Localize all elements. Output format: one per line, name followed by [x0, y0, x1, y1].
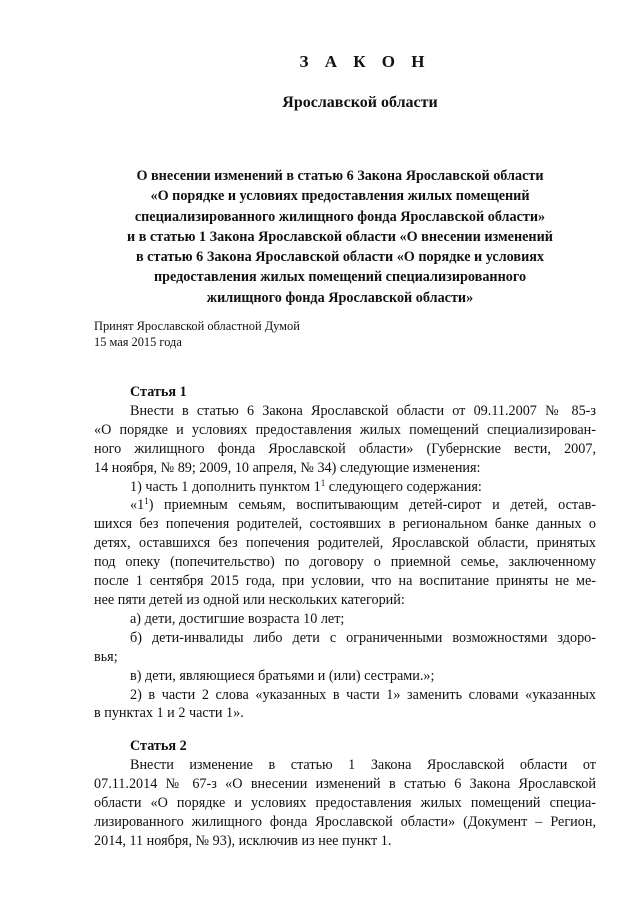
- law-heading-line: в статью 6 Закона Ярославской области «О порядке и условиях: [135, 249, 545, 266]
- quote-line: нее пяти детей из одной или нескольких категорий:: [94, 591, 405, 608]
- law-heading-line: жилищного фонда Ярославской области»: [206, 289, 474, 306]
- article-spacer: [94, 723, 596, 737]
- article-1-line: ного жилищного фонда Ярославской области» (Губернские вести, 2007,: [94, 440, 596, 457]
- region-name: Ярославской области: [282, 94, 438, 111]
- article-1-item-2: 2) в части 2 слова «указанных в части 1» заменить словами «указанных: [130, 686, 596, 703]
- article-2-title: Статья 2: [130, 738, 187, 755]
- adoption-date: 15 мая 2015 года: [94, 335, 182, 349]
- article-2-line: лизированного жилищного фонда Ярославской области» (Документ – Регион,: [94, 813, 596, 830]
- article-1-item-2-cont: в пунктах 1 и 2 части 1».: [94, 705, 244, 722]
- quote-start: «1: [130, 497, 145, 514]
- article-2-line: Внести изменение в статью 1 Закона Ярославской области от: [130, 757, 596, 774]
- quote-first-line: [94, 496, 596, 515]
- law-heading-line: О внесении изменений в статью 6 Закона Ярославской области: [136, 168, 544, 184]
- quote-superscript: 1: [144, 496, 149, 507]
- article-2-line: 2014, 11 ноября, № 93), исключив из нее пункт 1.: [94, 832, 392, 849]
- item-1-text: 1) часть 1 дополнить пунктом 1: [130, 478, 321, 495]
- law-heading-line: «О порядке и условиях предоставления жилых помещений: [150, 188, 530, 205]
- adoption-body: Принят Ярославской областной Думой: [94, 319, 300, 333]
- article-1-item-1: [94, 478, 596, 497]
- article-2-line: 07.11.2014 № 67-з «О внесении изменений в статью 6 Закона Ярославской: [94, 776, 596, 793]
- law-body: [94, 383, 596, 851]
- law-title: З А К О Н: [299, 52, 431, 71]
- quote-line: детях, оставшихся без попечения родителей, Ярославской области, принятых: [94, 535, 596, 552]
- article-1-line: 14 ноября, № 89; 2009, 10 апреля, № 34) следующие изменения:: [94, 459, 481, 476]
- quote-line: под опеку (попечительство) по договору о приемной семье, заключенному: [94, 554, 596, 571]
- quote-line: шихся без попечения родителей, состоявших в региональном банке данных о: [94, 516, 596, 533]
- law-heading-line: и в статью 1 Закона Ярославской области «О внесении изменений: [127, 228, 553, 245]
- article-1-line: «О порядке и условиях предоставления жилых помещений специализирован-: [94, 421, 596, 438]
- article-1-line: Внести в статью 6 Закона Ярославской области от 09.11.2007 № 85-з: [130, 402, 596, 419]
- quote-first-text: ) приемным семьям, воспитывающим детей-сирот и детей, остав-: [148, 497, 596, 514]
- item-1-text-end: следующего содержания:: [325, 478, 482, 495]
- item-1-superscript: 1: [320, 477, 326, 488]
- quote-line: после 1 сентября 2015 года, при условии, что на воспитание приняты не ме-: [94, 573, 596, 590]
- subitem-b-cont: вья;: [94, 648, 118, 665]
- article-1-title: Статья 1: [130, 384, 187, 400]
- subitem-a: а) дети, достигшие возраста 10 лет;: [130, 610, 345, 627]
- law-heading-line: предоставления жилых помещений специализированного: [153, 269, 527, 286]
- subitem-c: в) дети, являющиеся братьями и (или) сестрами.»;: [130, 667, 435, 684]
- adoption-note: [94, 318, 300, 350]
- law-heading: [100, 166, 580, 308]
- article-2-line: области «О порядке и условиях предоставления жилых помещений специа-: [94, 795, 596, 812]
- subitem-b: б) дети-инвалиды либо дети с ограниченными возможностями здоро-: [130, 629, 596, 646]
- law-heading-line: специализированного жилищного фонда Ярославской области»: [134, 208, 546, 225]
